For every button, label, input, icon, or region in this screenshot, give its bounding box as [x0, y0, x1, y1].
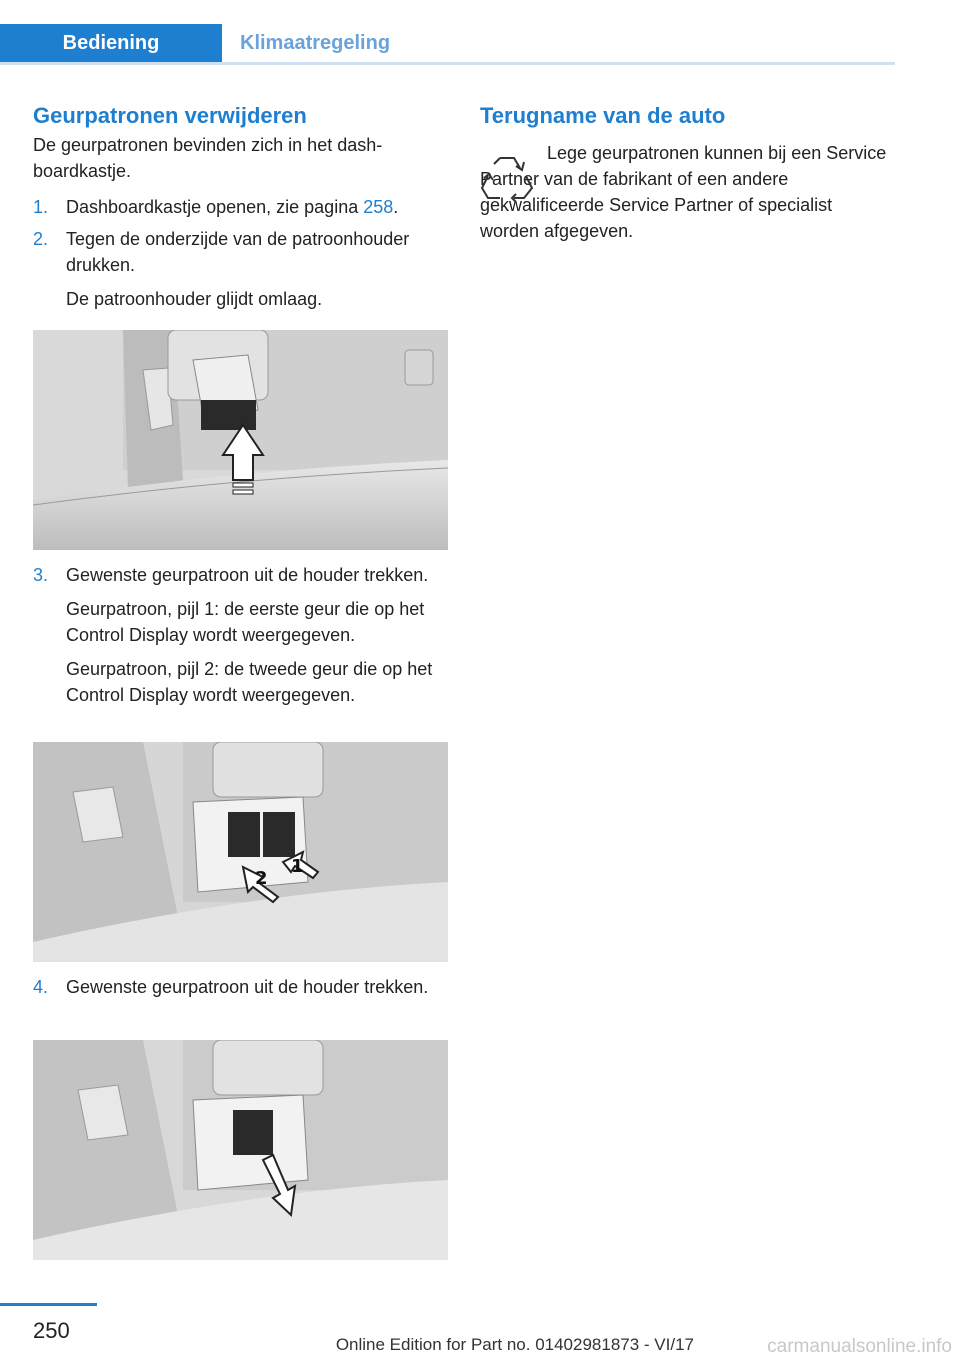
tab-klimaatregeling[interactable]: Klimaatregeling [240, 32, 391, 54]
recycle-text: Lege geurpatronen kunnen bij een Service Partner van de fabrikant of een andere gekwalificeerde Service Partner of specialist worden afgegeven. [480, 143, 887, 241]
recycle-icon [480, 150, 534, 204]
figure-remove-cartridge [33, 1040, 448, 1260]
step-subtext-2: Geurpatroon, pijl 2: de tweede geur die op het Control Display wordt weergegeven. [66, 659, 433, 705]
step-number: 4. [33, 977, 49, 997]
steps-list [33, 194, 448, 312]
page-number: 250 [33, 1318, 70, 1343]
left-column [33, 100, 448, 312]
header-tabs [0, 24, 895, 65]
footer-line [0, 1303, 97, 1306]
footer-edition: Online Edition for Part no. 01402981873 - VI/17 [335, 1335, 694, 1354]
step-text-end: . [393, 197, 399, 217]
left-column-cont [33, 562, 448, 708]
right-column [480, 100, 895, 244]
watermark: carmanualsonline.info [767, 1336, 952, 1357]
figure-push-holder [33, 330, 448, 550]
steps-list-cont2 [33, 974, 448, 1000]
step-text: Tegen de onderzijde van de patroonhouder drukken. [66, 229, 410, 275]
intro-text: De geurpatronen bevinden zich in het dashboardkastje. [33, 135, 383, 181]
step-4 [33, 974, 448, 1000]
recycle-block [480, 140, 895, 244]
figure-push-holder-illustration [33, 330, 448, 550]
left-column-cont2 [33, 974, 448, 1000]
step-number: 3. [33, 565, 49, 585]
figure-pull-cartridges-illustration [33, 742, 448, 962]
step-number: 2. [33, 229, 49, 249]
step-subtext-1: Geurpatroon, pijl 1: de eerste geur die op het Control Display wordt weergegeven. [66, 599, 425, 645]
section-title-geurpatronen: Geurpatronen verwijderen [33, 103, 307, 128]
step-text: Gewenste geurpatroon uit de houder trekken. [66, 565, 429, 585]
tab-bediening[interactable]: Bediening [0, 24, 222, 62]
section-title-terugname: Terugname van de auto [480, 103, 726, 128]
step-text: Gewenste geurpatroon uit de houder trekken. [66, 977, 429, 997]
step-subtext: De patroonhouder glijdt omlaag. [66, 289, 323, 309]
arrow-label-1: 1 [291, 856, 304, 877]
step-2 [33, 226, 448, 312]
arrow-label-2: 2 [255, 868, 268, 889]
steps-list-cont [33, 562, 448, 708]
step-number: 1. [33, 197, 49, 217]
step-3 [33, 562, 448, 708]
figure-remove-cartridge-illustration [33, 1040, 448, 1260]
step-1 [33, 194, 448, 220]
figure-pull-cartridges [33, 742, 448, 962]
step-text: Dashboardkastje openen, zie pagina [66, 197, 364, 217]
page-link-258[interactable]: 258 [363, 197, 394, 217]
